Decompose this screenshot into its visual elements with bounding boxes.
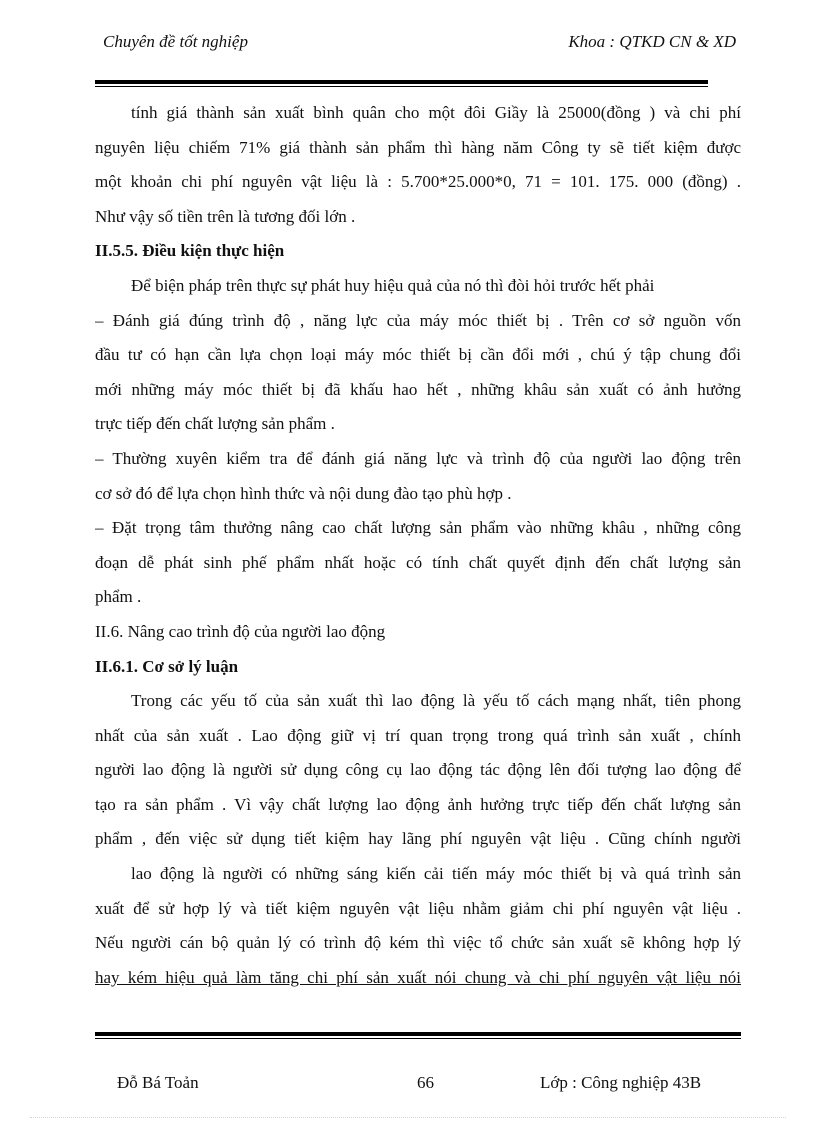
bullet-line: phẩm . [95, 587, 142, 607]
paragraph-line: xuất để sử hợp lý và tiết kiệm nguyên vật liệu nhằm giảm chi phí nguyên vật liệu . [95, 898, 741, 918]
page-body [95, 96, 741, 995]
bullet-line: – Thường xuyên kiểm tra để đánh giá năng lực và trình độ của người lao động trên [95, 448, 741, 468]
paragraph-line: tạo ra sản phẩm . Vì vậy chất lượng lao động ảnh hưởng trực tiếp đến chất lượng sản [95, 794, 741, 814]
paragraph-line: hay kém hiệu quả làm tăng chi phí sản xuất nói chung và chi phí nguyên vật liệu nói [95, 967, 741, 987]
paragraph-line: Nếu người cán bộ quản lý có trình độ kém thì việc tổ chức sản xuất sẽ không hợp lý [95, 933, 741, 953]
bullet-line: – Đánh giá đúng trình độ , năng lực của máy móc thiết bị . Trên cơ sở nguồn vốn [95, 310, 741, 330]
bullet-line: đoạn dễ phát sinh phế phẩm nhất hoặc có tính chất quyết định đến chất lượng sản [95, 552, 741, 572]
bullet-line: trực tiếp đến chất lượng sản phẩm . [95, 414, 335, 434]
header-faculty: Khoa : QTKD CN & XD [568, 32, 736, 51]
bullet-line: đầu tư có hạn cần lựa chọn loại máy móc thiết bị cần đổi mới , chú ý tập chung đổi [95, 345, 741, 365]
paragraph-line: nguyên liệu chiếm 71% giá thành sản phẩm thì hàng năm Công ty sẽ tiết kiệm được [95, 137, 741, 157]
bullet-line: cơ sở đó để lựa chọn hình thức và nội dung đào tạo phù hợp . [95, 483, 512, 503]
paragraph-line: tính giá thành sản xuất bình quân cho một đôi Giầy là 25000(đồng ) và chi phí [131, 103, 741, 122]
paragraph-line: Trong các yếu tố của sản xuất thì lao động là yếu tố cách mạng nhất, tiên phong [131, 691, 741, 711]
paragraph-line: một khoản chi phí nguyên vật liệu là : 5.700*25.000*0, 71 = 101. 175. 000 (đồng) . [95, 172, 741, 192]
paragraph-line: lao động là người có những sáng kiến cải tiến máy móc thiết bị và quá trình sản [131, 864, 741, 884]
footer-rule-thin [95, 1038, 741, 1039]
paragraph-line: nhất của sản xuất . Lao động giữ vị trí quan trọng trong quá trình sản xuất , chính [95, 725, 741, 745]
section-heading: II.5.5. Điều kiện thực hiện [95, 241, 285, 261]
paragraph-line: người lao động là người sử dụng công cụ lao động tác động lên đối tượng lao động để [95, 760, 741, 780]
bullet-line: – Đặt trọng tâm thưởng nâng cao chất lượng sản phẩm vào những khâu , những công [95, 518, 741, 538]
header-thesis-title: Chuyên đề tốt nghiệp [103, 32, 248, 51]
paragraph-line: Để biện pháp trên thực sự phát huy hiệu quả của nó thì đòi hỏi trước hết phải [131, 275, 655, 295]
page-edge-dots [30, 1117, 786, 1118]
paragraph-line: phẩm , đến việc sử dụng tiết kiệm hay lãng phí nguyên vật liệu . Cũng chính người [95, 829, 741, 849]
section-heading-plain: II.6. Nâng cao trình độ của người lao động [95, 621, 386, 641]
section-heading: II.6.1. Cơ sở lý luận [95, 656, 239, 676]
bullet-line: mới những máy móc thiết bị đã khấu hao hết , những khâu sản xuất có ảnh hưởng [95, 379, 741, 399]
footer-rule-thick [95, 1032, 741, 1036]
paragraph-line: Như vậy số tiền trên là tương đối lớn . [95, 206, 356, 226]
header-rule-thin [95, 86, 708, 87]
page-number: 66 [417, 1073, 434, 1092]
footer-author: Đỗ Bá Toản [117, 1073, 199, 1092]
header-rule-thick [95, 80, 708, 84]
footer-class: Lớp : Công nghiệp 43B [540, 1073, 702, 1092]
